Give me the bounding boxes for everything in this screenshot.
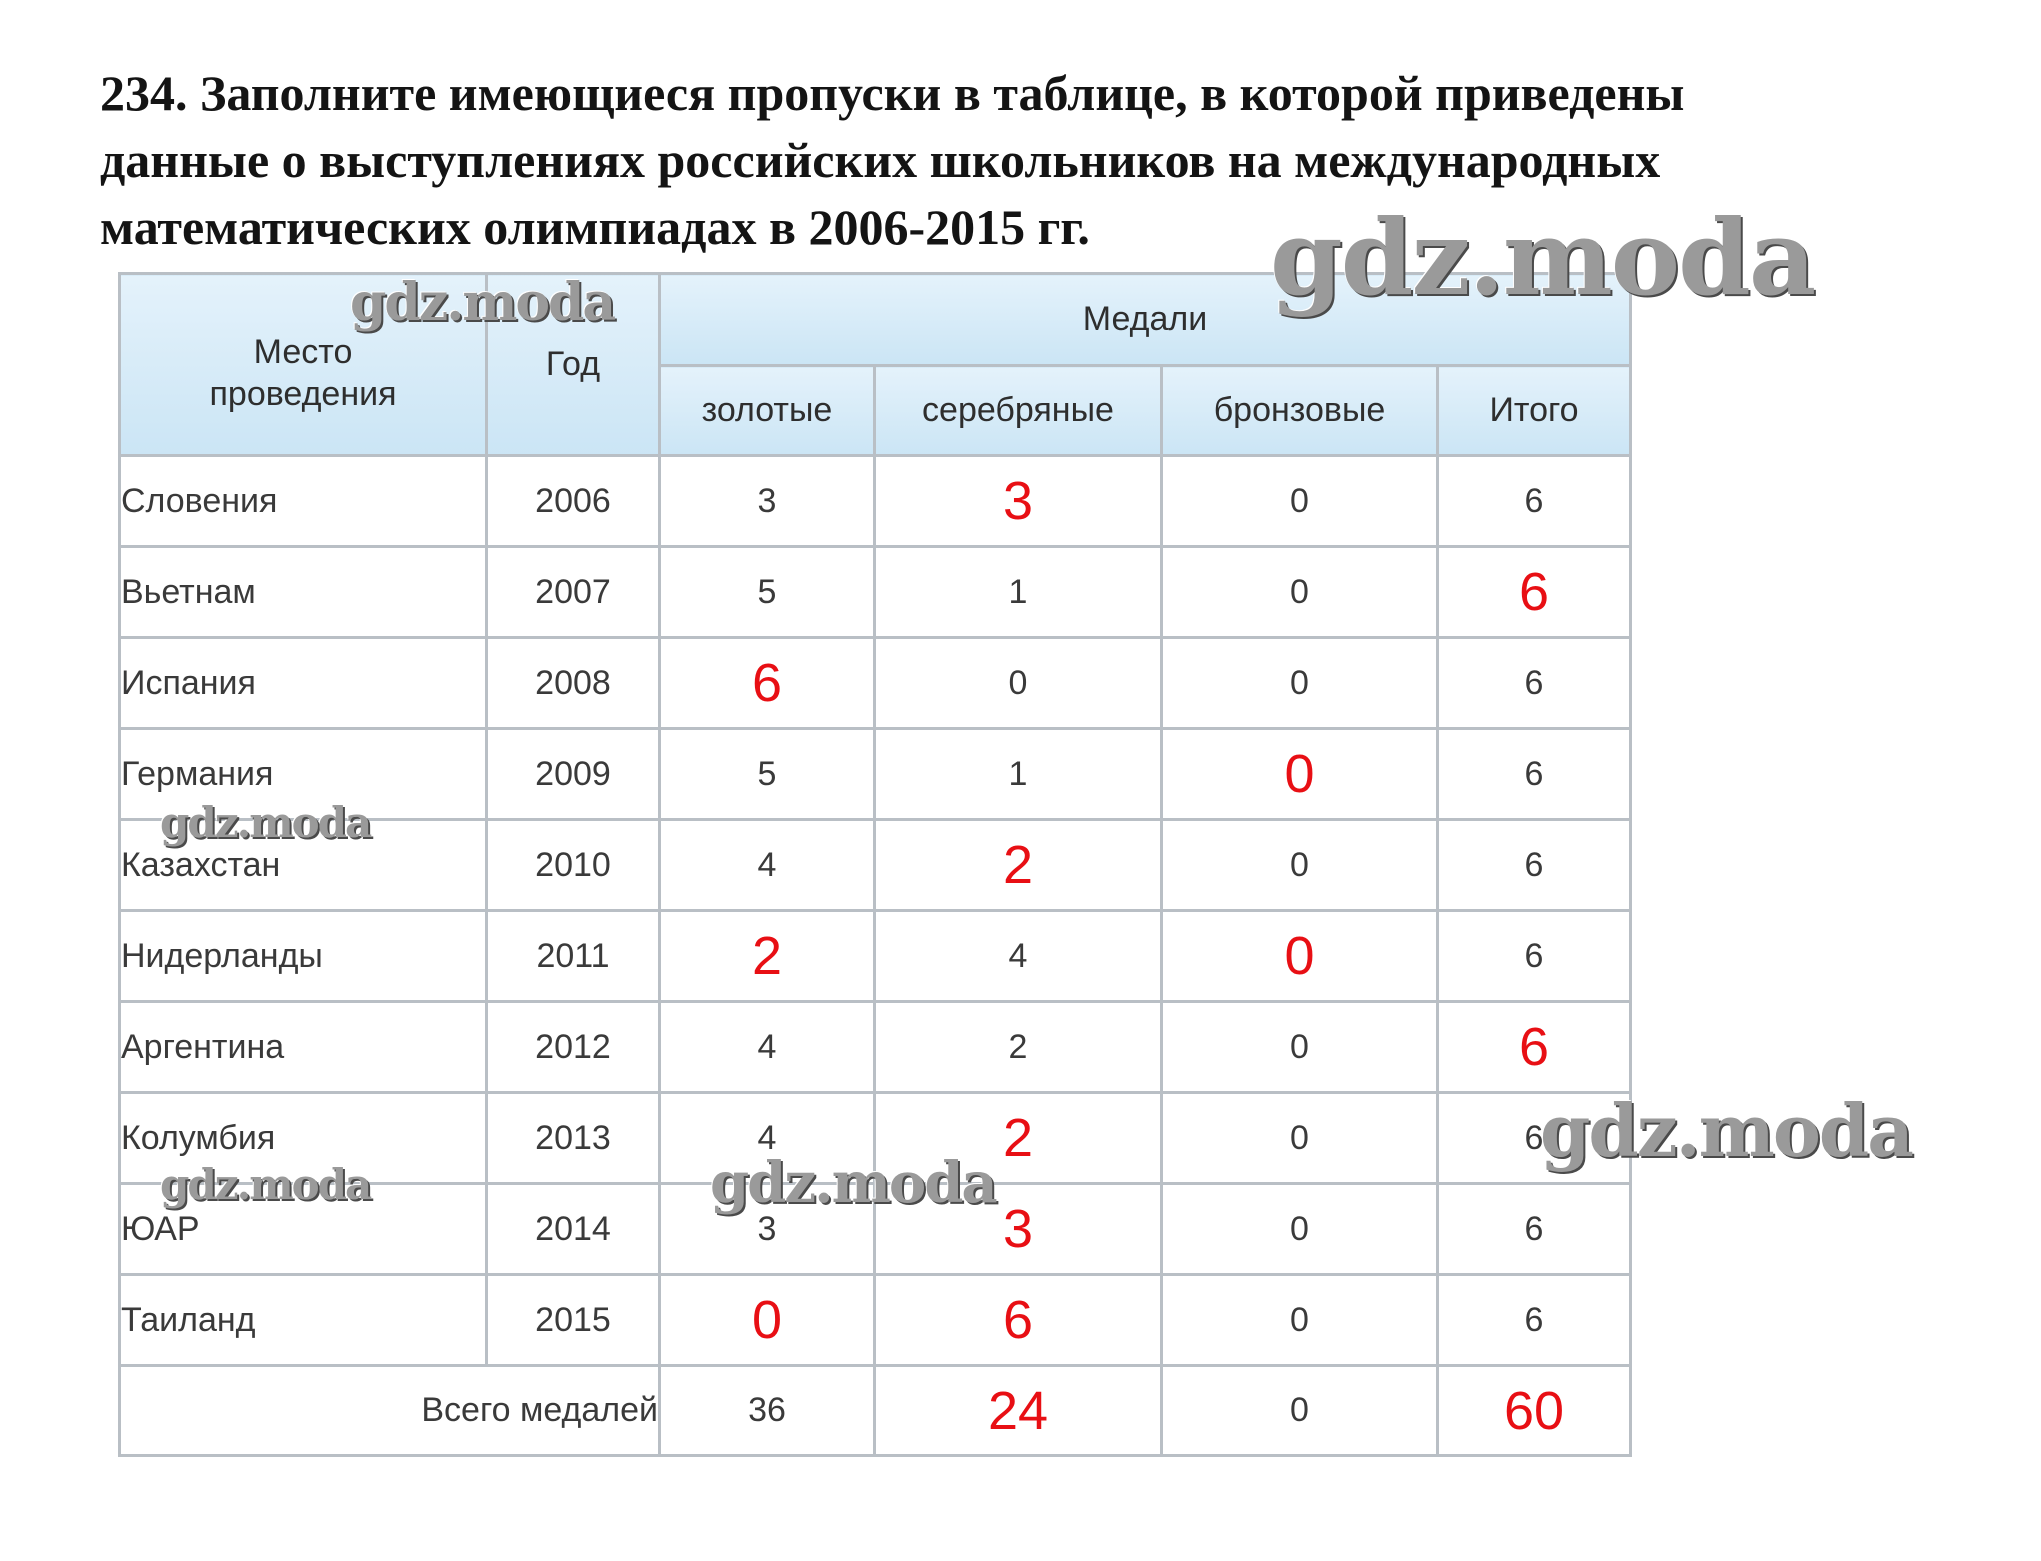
- totals-silver-answer: 24: [875, 1366, 1162, 1456]
- medals-table: [118, 272, 1632, 1457]
- year-cell: 2007: [487, 547, 660, 638]
- gold-answer: 0: [660, 1275, 875, 1366]
- year-cell: 2009: [487, 729, 660, 820]
- bronze-cell: 0: [1162, 1184, 1438, 1275]
- watermark: gdz.moda: [710, 1150, 996, 1216]
- place-cell: Словения: [120, 456, 487, 547]
- bronze-cell: 0: [1162, 1275, 1438, 1366]
- table-row: [120, 911, 1631, 1002]
- total-cell: 6: [1438, 1093, 1631, 1184]
- gold-cell: 5: [660, 729, 875, 820]
- place-cell: Вьетнам: [120, 547, 487, 638]
- silver-cell: 4: [875, 911, 1162, 1002]
- header-bronze: бронзовые: [1162, 366, 1438, 456]
- gold-answer: 2: [660, 911, 875, 1002]
- problem-line-3: математических олимпиадах в 2006-2015 гг.: [100, 199, 1090, 255]
- problem-line-2: данные о выступлениях российских школьников на международных: [100, 132, 1661, 188]
- total-answer: 6: [1438, 547, 1631, 638]
- watermark: gdz.moda: [350, 272, 615, 333]
- year-cell: 2015: [487, 1275, 660, 1366]
- silver-answer: 3: [875, 1184, 1162, 1275]
- total-answer: 6: [1438, 1002, 1631, 1093]
- gold-cell: 5: [660, 547, 875, 638]
- silver-cell: 0: [875, 638, 1162, 729]
- bronze-cell: 0: [1162, 547, 1438, 638]
- year-cell: 2013: [487, 1093, 660, 1184]
- place-cell: Нидерланды: [120, 911, 487, 1002]
- watermark: gdz.moda: [1270, 196, 1815, 319]
- bronze-answer: 0: [1162, 911, 1438, 1002]
- place-cell: Колумбия: [120, 1093, 487, 1184]
- place-cell: Казахстан: [120, 820, 487, 911]
- gold-answer: 6: [660, 638, 875, 729]
- header-silver: серебряные: [875, 366, 1162, 456]
- totals-row: [120, 1366, 1631, 1456]
- total-cell: 6: [1438, 1184, 1631, 1275]
- header-total: Итого: [1438, 366, 1631, 456]
- gold-cell: 4: [660, 1093, 875, 1184]
- place-cell: Германия: [120, 729, 487, 820]
- watermark: gdz.moda: [1540, 1088, 1912, 1173]
- problem-line-1: 234. Заполните имеющиеся пропуски в таблице, в которой приведены: [100, 65, 1685, 121]
- gold-cell: 3: [660, 456, 875, 547]
- table-row: [120, 1275, 1631, 1366]
- bronze-cell: 0: [1162, 1002, 1438, 1093]
- silver-cell: 1: [875, 547, 1162, 638]
- year-cell: 2008: [487, 638, 660, 729]
- header-year: Год: [487, 274, 660, 456]
- watermark: gdz.moda: [160, 1160, 371, 1209]
- gold-cell: 4: [660, 1002, 875, 1093]
- year-cell: 2010: [487, 820, 660, 911]
- year-cell: 2014: [487, 1184, 660, 1275]
- total-cell: 6: [1438, 729, 1631, 820]
- place-cell: Аргентина: [120, 1002, 487, 1093]
- totals-gold: 36: [660, 1366, 875, 1456]
- table-row: [120, 638, 1631, 729]
- silver-answer: 6: [875, 1275, 1162, 1366]
- bronze-answer: 0: [1162, 729, 1438, 820]
- totals-total-answer: 60: [1438, 1366, 1631, 1456]
- header-gold: золотые: [660, 366, 875, 456]
- bronze-cell: 0: [1162, 638, 1438, 729]
- table-row: [120, 1002, 1631, 1093]
- silver-cell: 1: [875, 729, 1162, 820]
- silver-cell: 2: [875, 1002, 1162, 1093]
- table-row: [120, 547, 1631, 638]
- totals-bronze: 0: [1162, 1366, 1438, 1456]
- year-cell: 2012: [487, 1002, 660, 1093]
- bronze-cell: 0: [1162, 1093, 1438, 1184]
- total-cell: 6: [1438, 1275, 1631, 1366]
- table-row: [120, 456, 1631, 547]
- header-medals: Медали: [660, 274, 1631, 366]
- bronze-cell: 0: [1162, 456, 1438, 547]
- gold-cell: 3: [660, 1184, 875, 1275]
- total-cell: 6: [1438, 456, 1631, 547]
- bronze-cell: 0: [1162, 820, 1438, 911]
- totals-label: Всего медалей: [120, 1366, 660, 1456]
- year-cell: 2011: [487, 911, 660, 1002]
- header-place: Место проведения: [120, 274, 487, 456]
- watermark: gdz.moda: [160, 798, 371, 847]
- place-cell: Таиланд: [120, 1275, 487, 1366]
- place-cell: Испания: [120, 638, 487, 729]
- total-cell: 6: [1438, 820, 1631, 911]
- total-cell: 6: [1438, 638, 1631, 729]
- silver-answer: 3: [875, 456, 1162, 547]
- gold-cell: 4: [660, 820, 875, 911]
- year-cell: 2006: [487, 456, 660, 547]
- silver-answer: 2: [875, 1093, 1162, 1184]
- total-cell: 6: [1438, 911, 1631, 1002]
- silver-answer: 2: [875, 820, 1162, 911]
- place-cell: ЮАР: [120, 1184, 487, 1275]
